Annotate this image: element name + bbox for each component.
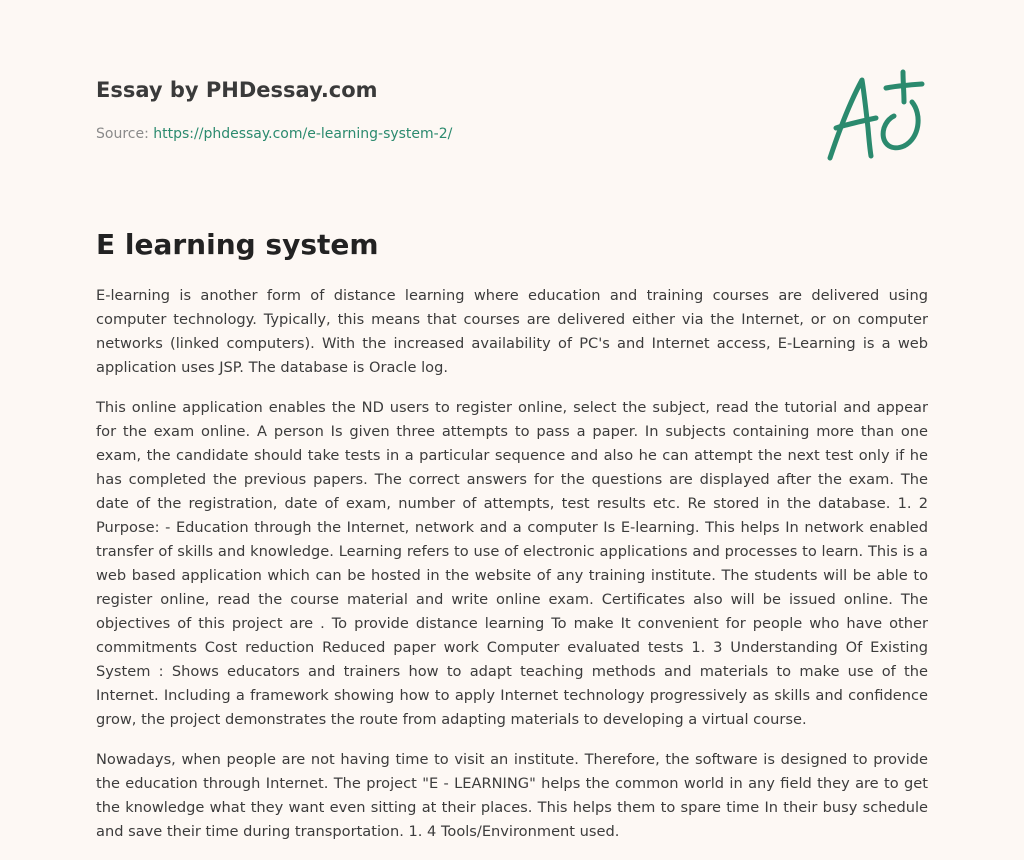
essay-paragraph: E-learning is another form of distance learning where education and training courses are delivered using computer technology. Typically, this means that courses are delivered either via the Internet, or on computer networks (linked computers). With the increased availability of PC's and Internet access, E-Learning is a web application uses JSP. The database is Oracle log. [96,287,928,376]
source-line [96,124,796,144]
a-plus-grade-icon [824,66,928,166]
source-label: Source: [96,126,154,142]
source-link[interactable]: https://phdessay.com/e-learning-system-2/ [153,126,453,142]
essay-title: E learning system [96,228,379,261]
site-brand: Essay by PHDessay.com [96,78,378,102]
essay-paragraph: Nowadays, when people are not having time to visit an institute. Therefore, the software is designed to provide the education through Internet. The project "E - LEARNING" helps the common world in any field they are to get the knowledge what they want even sitting at their places. This helps them to spare time In their busy schedule and save their time during transportation. 1. 4 Tools/Environment used. [96,751,928,840]
essay-body [96,284,928,860]
page-header [96,76,796,144]
essay-paragraph: This online application enables the ND users to register online, select the subject, read the tutorial and appear for the exam online. A person Is given three attempts to pass a paper. In subjects containing more than one exam, the candidate should take tests in a particular sequence and also he can attempt the next test only if he has completed the previous papers. The correct answers for the questions are displayed after the exam. The date of the registration, date of exam, number of attempts, test results etc. Re stored in the database. 1. 2 Purpose: - Education through the Internet, network and a computer Is E-learning. This helps In network enabled transfer of skills and knowledge. Learning refers to use of electronic applications and processes to learn. This is a web based application which can be hosted in the website of any training institute. The students will be able to register online, read the course material and write online exam. Certificates also will be issued online. The objectives of this project are . To provide distance learning To make It convenient for people who have other commitments Cost reduction Reduced paper work Computer evaluated tests 1. 3 Understanding Of Existing System : Shows educators and trainers how to adapt teaching methods and materials to make use of the Internet. Including a framework showing how to apply Internet technology progressively as skills and confidence grow, the project demonstrates the route from adapting materials to developing a virtual course. [96,399,928,728]
